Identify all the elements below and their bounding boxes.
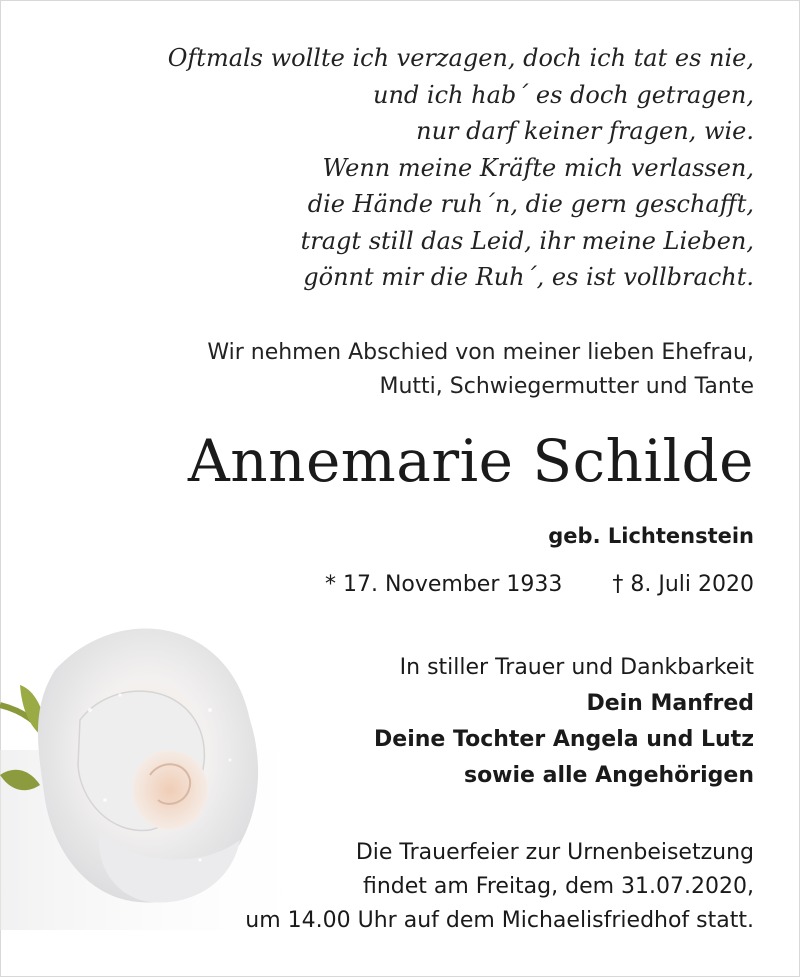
poem-line: nur darf keiner fragen, wie. <box>416 117 754 145</box>
maiden-name: geb. Lichtenstein <box>548 524 754 548</box>
mourning-line: In stiller Trauer und Dankbarkeit <box>399 655 754 680</box>
mourners <box>374 650 754 794</box>
poem-line: Oftmals wollte ich verzagen, doch ich tat es nie, <box>167 44 754 72</box>
intro-line: Wir nehmen Abschied von meiner lieben Ehefrau, <box>207 340 754 365</box>
mourner-relatives: sowie alle Angehörigen <box>463 763 754 788</box>
poem-line: und ich hab´ es doch getragen, <box>373 80 754 109</box>
poem-line: gönnt mir die Ruh´, es ist vollbracht. <box>303 263 754 291</box>
mourner-husband: Dein Manfred <box>586 691 754 716</box>
death-date: † 8. Juli 2020 <box>612 572 754 597</box>
poem-line: die Hände ruh´n, die gern geschafft, <box>307 190 754 218</box>
poem-line: tragt still das Leid, ihr meine Lieben, <box>300 226 754 255</box>
mourner-daughter: Deine Tochter Angela und Lutz <box>374 727 754 752</box>
birth-date: * 17. November 1933 <box>324 572 563 597</box>
intro-line: Mutti, Schwiegermutter und Tante <box>379 374 754 399</box>
service-line: Die Trauerfeier zur Urnenbeisetzung <box>355 840 754 865</box>
poem-line: Wenn meine Kräfte mich verlassen, <box>322 153 754 182</box>
service-line: um 14.00 Uhr auf dem Michaelisfriedhof statt. <box>245 908 754 933</box>
farewell-intro <box>207 336 754 404</box>
poem <box>168 40 754 296</box>
deceased-name: Annemarie Schilde <box>187 427 754 495</box>
life-dates <box>325 568 754 602</box>
service-line: findet am Freitag, dem 31.07.2020, <box>362 874 754 899</box>
funeral-service-info <box>245 836 754 938</box>
